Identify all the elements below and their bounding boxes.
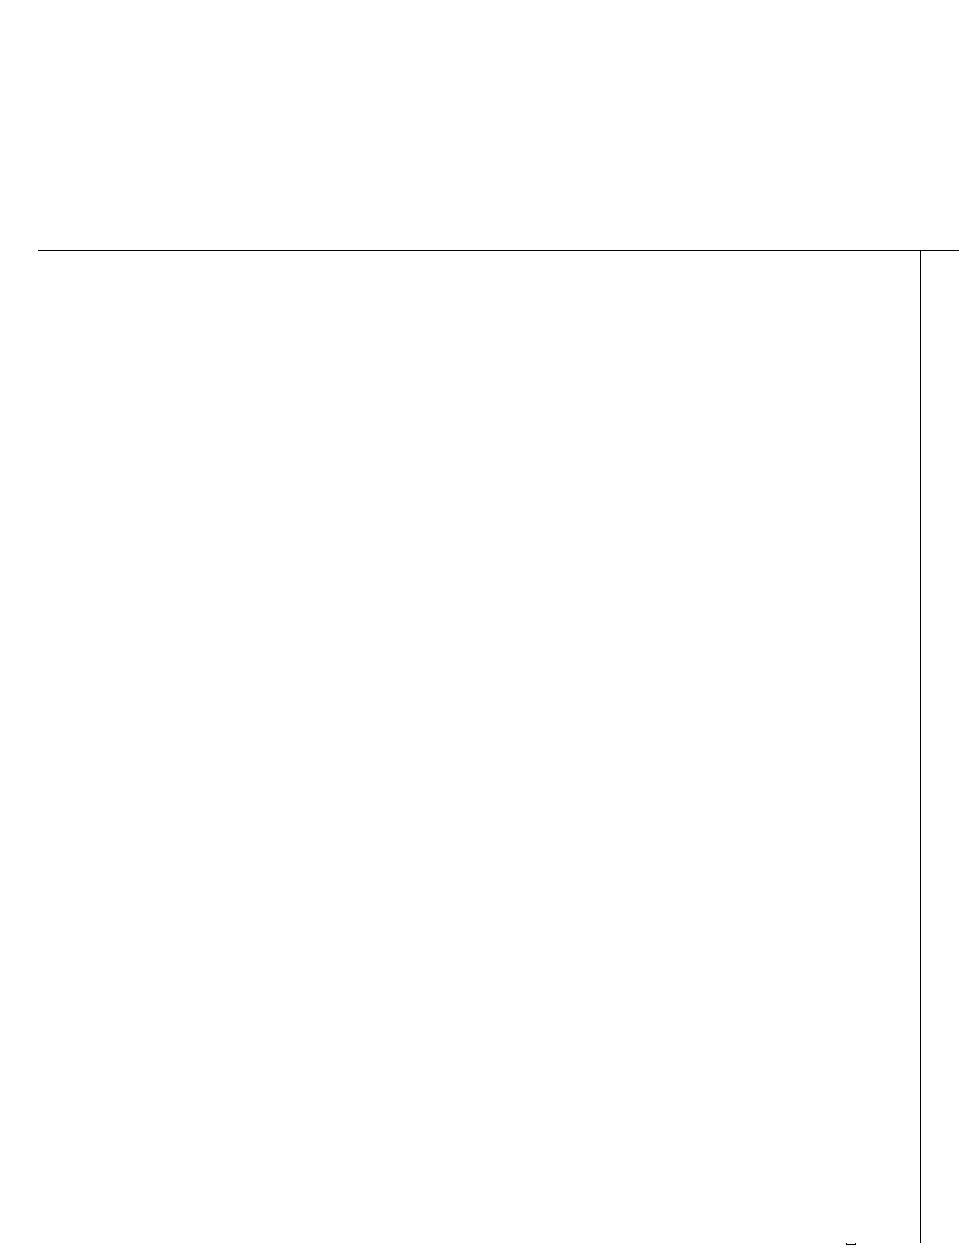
page-number <box>846 1243 856 1245</box>
table-right-border <box>920 251 921 1243</box>
top-table <box>0 0 960 160</box>
header-divider <box>38 250 959 251</box>
